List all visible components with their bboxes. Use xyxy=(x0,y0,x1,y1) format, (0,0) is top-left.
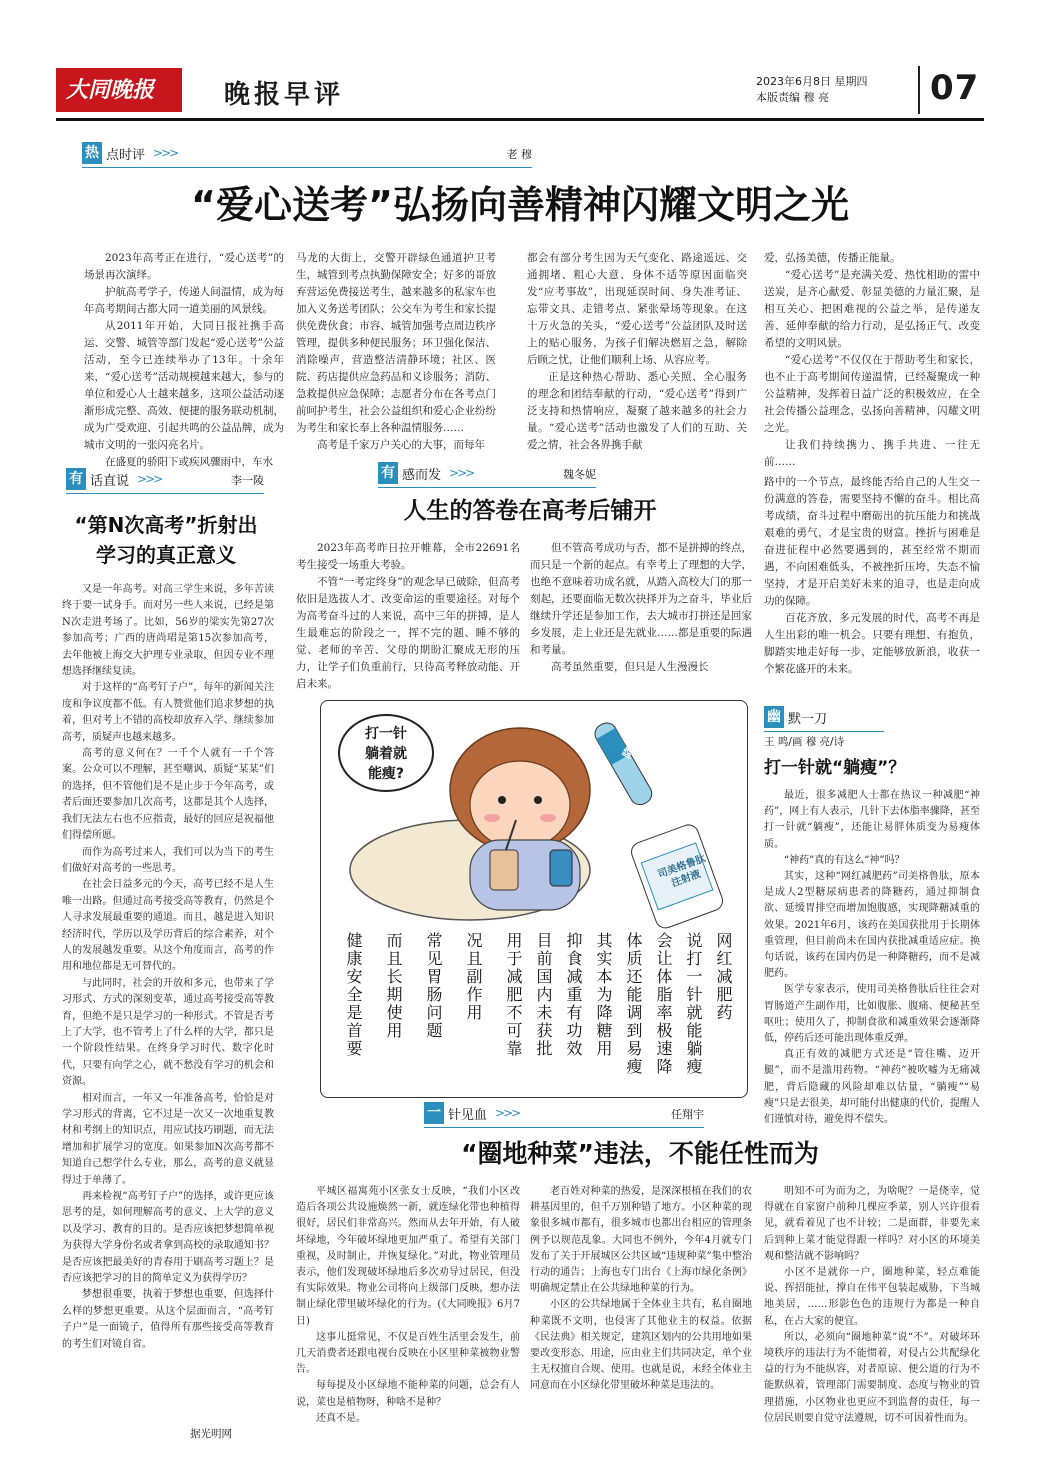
double-chevron-icon: >>> xyxy=(137,472,162,486)
tag-char: 热 xyxy=(82,142,102,164)
masthead-divider xyxy=(918,66,920,114)
tag-underline xyxy=(82,167,532,168)
article-headline: “圈地种菜”违法，不能任性而为 xyxy=(461,1139,819,1168)
poem-line: 网红减肥药 xyxy=(714,932,733,1022)
double-chevron-icon: >>> xyxy=(153,146,178,160)
column-tag-reflection xyxy=(378,462,596,486)
article-headline: “第N次高考”折射出 学习的真正意义 xyxy=(74,513,258,567)
article-column: 老百姓对种菜的热爱，是深深根植在我们的农耕基因里的，但千万别种错了地方。小区种菜的现象很多城市都有，很多城市也都出台相应的管理条例予以规范乱象。大同也不例外，今年4月就专门发布了关于开展城区公共区域“违规种菜”集中整治行动的通告；上海也专门出台《上海市绿化条例》明确规定禁止在公共绿地种菜的行为。 小区的公共绿地属于全体业主共有，私自圈地种菜既不文明，也侵害了其他业主的权益。依据《民法典》相关规定，建筑区划内的公共用地如果要改变形态、用途，应由业主们共同决定，单个业主无权擅自合规、使用。也就是说，未经全体业主同意而在小区绿化带里破坏种菜是违法的。 xyxy=(530,1186,752,1392)
newspaper-logo: 大同晚报 xyxy=(56,68,182,112)
article-column: 2023年高考昨日拉开帷幕，全市22691名考生接受一场重大考验。 不管“一考定终身”的观念早已破除，但高考依旧是选拔人才、改变命运的重要途径。对每个为高考奋斗过的人来说，高中三年的拼搏，是人生最难忘的阶段之一，挥不完的题、睡不够的觉、老师的辛苦、父母的期盼汇聚成无形的压力，让学子们负重前行，只待高考释放动能、开启未来。 xyxy=(296,542,520,690)
poem-line: 其实本为降糖用 xyxy=(594,932,613,1058)
article-author: 任翔宇 xyxy=(671,1108,704,1121)
column-tag-straight-talk xyxy=(66,468,264,492)
tag-label: 点时评 xyxy=(106,147,146,163)
masthead xyxy=(56,66,984,116)
poem-line: 体质还能调到易瘦 xyxy=(624,932,643,1076)
tag-underline xyxy=(764,731,884,732)
tag-underline xyxy=(424,1127,704,1128)
article-column: 2023年高考正在进行，“爱心送考”的场景再次演绎。 护航高考学子，传递人间温情，成为每年高考期间古都大同一道美丽的风景线。 从2011年开始，大同日报社携手高运、交警、城管等部门发起“爱心送考”公益活动，至今已连续举办了13年。十余年来，“爱心送考”活动规模越来越大，参与的单位和爱心人士越来越多，这项公益活动逐渐形成完整、高效、便捷的服务联动机制，成为广受欢迎、引起共鸣的公益品牌，成为城市文明的一张闪亮名片。 在盛夏的骄阳下或疾风骤雨中，车水 xyxy=(84,252,284,468)
article-column: 爱，弘扬美德，传播正能量。 “爱心送考”是充满关爱、热忱相助的雷中送炭，是齐心献爱、彰显美德的力量汇聚，是相互关心、把困难视的公益之举，是传递友善、延伸奉献的给力行动，是弘扬正气、改变希望的文明风景。 “爱心送考”不仅仅在于帮助考生和家长，也不止于高考期间传递温情，已经凝聚成一种公益精神，发挥着日益广泛的积极效应，在全社会传播公益理念，弘扬向善精神，闪耀文明之光。 让我们持续携力、携手共进、一往无前…… xyxy=(764,252,980,468)
article-headline: 打一针就“躺瘦”？ xyxy=(764,758,906,778)
poem-line: 用于减肥不可靠 xyxy=(504,932,523,1058)
masthead-rule xyxy=(56,118,984,121)
section-title: 晚报早评 xyxy=(224,80,345,110)
article-author: 李一陵 xyxy=(231,474,264,487)
tag-label: 话直说 xyxy=(90,473,130,489)
article-body: 又是一年高考。对高三学生来说，多年苦读终于要一试身手。而对另一些人来说，已经是第N次走进考场了。比如，56岁的梁实先第27次参加高考；广西的唐尚珺是第15次参加高考，去年他被上海交大护理专业录取，但因专业不理想选择继续复读。 对于这样的“高考钉子户”，每年的新闻关注度和争议度都不低。有人赞赏他们追求梦想的执着，但对考上不错的高校却放弃入学、继续参加高考，质疑声也越来越多。 高考的意义何在？一千个人就有一千个答案。公众可以不理解，甚至嘲讽、质疑“某某”们的选择，但不管他们是不是止步于今年高考，或者后面还要参加几次高考，这都是其个人选择，我们无法左右也不应指责，最好的回应是祝福他们得偿所愿。 而作为高考过来人，我们可以为当下的考生们做好对高考的一些思考。 在社会日益多元的今天，高考已经不是人生唯一出路。但通过高考接受高等教育，仍然是个人寻求发展最重要的通道。而且，越是进入知识经济时代，学历以及学历背后的综合素养，对个人的发展越发重要。从这个角度而言，高考的作用和地位都是无可替代的。 与此同时，社会的开放和多元，也带来了学习形式、方式的深刻变革，通过高考接受高等教育，但绝不是只是学习的一种形式。不管是否考上了大学，也不管考上了什么样的大学，都只是一个阶段性结果。在终身学习时代、数字化时代，只要有向学之心，就不愁没有学习的机会和资源。 相对而言，一年又一年准备高考，恰恰是对学习形式的背离，它不过是一次又一次地重复教材和考纲上的知识点，用应试技巧刷题，而无法增加和扩展学习的宽度。如果参加N次高考都不知道自己想学什么专业，那么，高考的意义就显得过于单薄了。 再来检视“高考钉子户”的选择，或许更应该思考的是，如何理解高考的意义、上大学的意义以及学习、教育的目的。是否应该把梦想简单视为获得大学身份名或者拿到高校的录取通知书？是否应该把最美好的青春用于刷高考习题上？是否应该把学习的目的简单定义为获得学历？ 梦想很重要，执着于梦想也重要，但选择什么样的梦想更重要。从这个层面而言，“高考钉子户”是一面镜子，值得所有那些接受高等教育的考生们对镜自省。 xyxy=(62,584,274,1350)
speech-bubble: 打一针 躺着就 能瘦? xyxy=(338,714,434,792)
article-author: 老 穆 xyxy=(506,148,532,161)
article-headline: 人生的答卷在高考后铺开 xyxy=(403,498,657,524)
column-tag-pointed xyxy=(424,1102,704,1126)
article-column: 路中的一个节点，最终能否给自己的人生交一份满意的答卷，需要坚持不懈的奋斗。相比高考成绩，奋斗过程中磨砺出的抗压能力和挑战艰难的勇气，才是宝贵的财富。挫折与困难是奋进征程中必然要遇到的，甚至经常不期而遇，不向困难低头，不被挫折压垮，失态不愉坚持，才是开启美好未来的追寻，也是走向成功的保障。 百花齐放，多元发展的时代，高考不再是人生出彩的唯一机会。只要有理想、有抱负，脚踏实地走好每一步，定能够放新浪，收获一个繁花盛开的未来。 xyxy=(764,476,980,675)
tag-label: 针见血 xyxy=(448,1107,488,1123)
tag-char: 有 xyxy=(66,468,86,490)
cartoon-illustration xyxy=(320,700,748,1098)
poem-line: 目前国内未获批 xyxy=(534,932,553,1058)
issue-date: 2023年6月8日 星期四 xyxy=(756,75,868,88)
poem-line: 况且副作用 xyxy=(464,932,483,1022)
tag-char: 有 xyxy=(378,462,398,484)
poem-line: 说打一针就能躺瘦 xyxy=(684,932,703,1076)
article-column: 但不管高考成功与否，都不是拼搏的终点，而只是一个新的起点。有幸考上了理想的大学，也绝不意味着功成名就，从踏入高校大门的那一刻起，还要面临无数次抉择并为之奋斗，毕业后继续升学还是参加工作，去大城市打拼还是回家乡发展，走上业还是先就业……都是重要的际遇和考量。 高考虽然重要，但只是人生漫漫长 xyxy=(530,542,752,673)
bottle-label: 司美格鲁肽注射液 xyxy=(656,853,708,890)
article-author: 魏冬妮 xyxy=(563,468,596,481)
article-body: 最近，很多减肥人士都在热议一种减肥“神药”，网上有人表示，几针下去体脂率骤降，甚至打一针就“躺瘦”，还能让易胖体质变为易瘦体质。 “神药”真的有这么“神”吗？ 其实，这种“网红减肥药”司美格鲁肽，原本是成人2型糖尿病患者的降糖药，通过抑制食欲、延缓胃排空而增加饱腹感，实现降糖减重的效果。2021年6月，该药在美国获批用于长期体重管理，但目前尚未在国内获批减重适应症。换句话说，该药在国内仍是一种降糖药，而不是减肥药。 医学专家表示，使用司美格鲁肽后往往会对胃肠道产生副作用，比如腹胀、腹痛、便秘甚至呕吐；使用久了，抑制食欲和减重效果会逐渐降低，停药后还可能出现体重反弹。 真正有效的减肥方式还是“管住嘴、迈开腿”，而不是滥用药物。“神药”被吹嘘为无痛减肥，背后隐藏的风险却难以估量，“躺瘦”“易瘦”只是去很美，却可能付出健康的代价，提醒人们谨慎对待，避免得不偿失。 xyxy=(764,790,980,1126)
pen-label: 降糖 xyxy=(620,735,643,762)
page-number: 07 xyxy=(930,68,980,108)
tag-underline xyxy=(378,487,596,488)
tag-char: 一 xyxy=(424,1102,444,1124)
column-tag-hot-comment xyxy=(82,142,532,166)
double-chevron-icon: >>> xyxy=(449,466,474,480)
column-tag-humor xyxy=(764,706,884,730)
poem-line: 会让体脂率极速降 xyxy=(654,932,673,1076)
article-headline: “爱心送考”弘扬向善精神闪耀文明之光 xyxy=(191,183,849,227)
poem-line: 常见胃肠问题 xyxy=(424,932,443,1040)
double-chevron-icon: >>> xyxy=(495,1106,520,1120)
article-column: 马龙的大街上，交警开辟绿色通道护卫考生，城管到考点执勤保障安全；好多的哥放弃营运免费接送考生，越来越多的私家车也加入义务送考团队；公交车为考生和家长提供免费伙食；市容、城管加强考点周边秩序管理，提供多种便民服务；环卫强化保洁、消除噪声，营造整洁清静环境；社区、医院、药店提供应急药品和义诊服务；消防、急救提供应急保障；志愿者分布在各考点门前呵护考生，社会公益组织和爱心企业纷纷为考生和家长奉上各种温情服务…… 高考是千家万户关心的大事，而每年 xyxy=(296,252,496,451)
poem-line: 而且长期使用 xyxy=(384,932,403,1040)
article-source: 据光明网 xyxy=(190,1428,232,1440)
article-column: 明知不可为而为之，为啥呢？一是侥幸，觉得就在自家窗户前种几棵应季菜，别人兴许很看见，就看着见了也不计较；二是面群，非要先来后到种上菜才能觉得跟一样吗？对小区的环境美观和整洁就不影响吗？ 小区不是就你一户，圈地种菜，轻点难能说、挥招能扯，撑自在伟平包装起威胁，下当城地美居，……形影色色的违规行为都是一种自私，在占大家的便宜。 所以，必须向“圈地种菜”说“不”。对破坏环境秩序的违法行为不能惯着，对侵占公共配绿化益的行为不能纵容，对者原谅、便公道的行为不能默纵着，管理部门需要制度、态度与物业的管理措施，小区物业也更应不到监督的责任，每一位居民则要自觉守法遵规，切不可因着性而为。 xyxy=(764,1186,980,1424)
tag-char: 幽 xyxy=(764,706,784,728)
masthead-meta xyxy=(756,74,868,106)
page-editor: 本版责编 穆 亮 xyxy=(756,91,829,104)
poem-line: 健康安全是首要 xyxy=(344,932,363,1058)
article-column: 平城区福寓苑小区张女士反映，“我们小区改造后各项公共设施焕然一新，就连绿化带也种植得很好，居民们非常高兴。然而从去年开始，有人破坏绿地，今年破坏绿地更加严重了。希望有关部门重视，及时制止，并恢复绿化。”对此，物业管理员表示，他们发现破坏绿地后多次劝导过居民，但没有实际效果。物业公司将向上级部门反映，想办法制止绿化带里破坏绿化的行为。(《大同晚报》6月7日) 这事儿挺常见，不仅是百姓生活里会发生，前几天消费者还跟电视台反映在小区里种菜被物业警告。 每每提及小区绿地不能种菜的问题，总会有人说，菜也是植物呀，种啥不是种？ 还真不是。 xyxy=(296,1186,520,1424)
tag-label: 默一刀 xyxy=(788,711,828,727)
poem-line: 抑食减重有功效 xyxy=(564,932,583,1058)
tag-label: 感而发 xyxy=(402,467,442,483)
article-column: 都会有部分考生因为天气变化、路途遥远、交通拥堵、粗心大意、身体不适等原因面临突发“应考事故”，出现延误时间、身失准考证、忘带文具、走错考点、紧张晕场等现象。在这十万火急的关头，“爱心送考”公益团队及时送上的贴心服务，为孩子们解决燃眉之急，解除后顾之忧，让他们顺利上场、从容应考。 正是这种热心帮助、悉心关照、全心服务的理念和团结奉献的行动，“爱心送考”得到广泛支持和热情响应，凝聚了越来越多的社会力量。“爱心送考”活动也激发了人们的互助、关爱之情，社会各界携手献 xyxy=(527,252,747,451)
cartoon-credits: 王 鸣/画 穆 亮/诗 xyxy=(764,736,845,748)
tag-underline xyxy=(66,493,264,494)
